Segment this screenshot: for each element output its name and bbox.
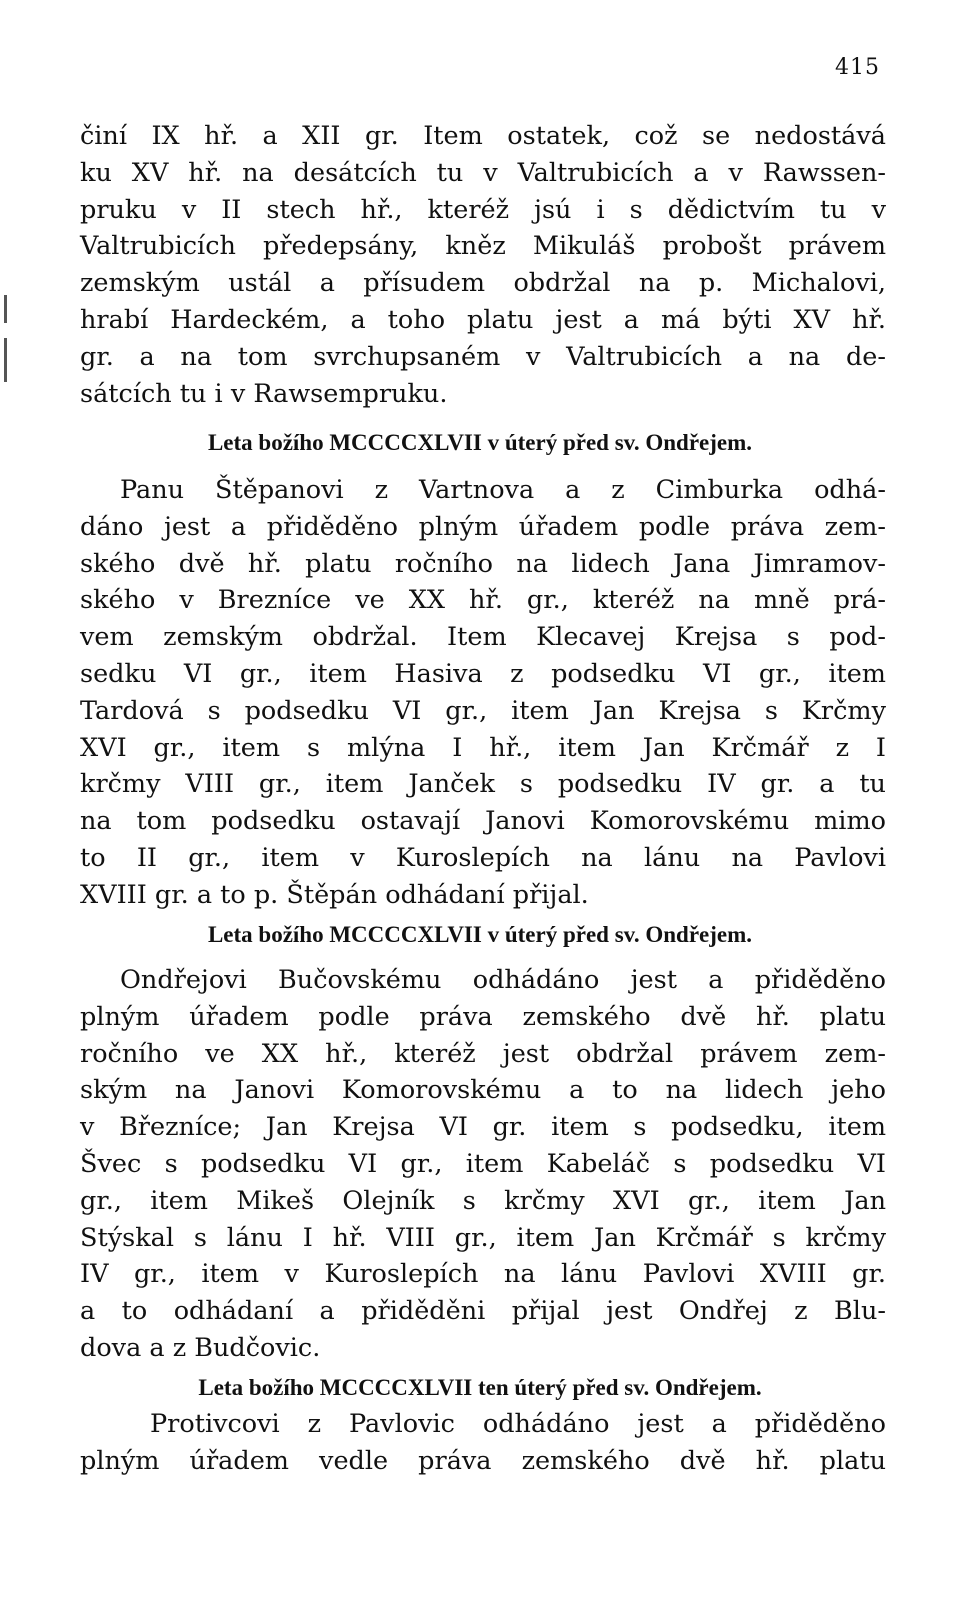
text-line: Tardová s podsedku VI gr., item Jan Krejsa s Krčmy (80, 695, 886, 726)
text-line: gr. a na tom svrchupsaném v Valtrubicích a na de- (80, 341, 886, 372)
entry-paragraph (80, 472, 886, 914)
page-number: 415 (835, 55, 880, 80)
text-line: sátcích tu i v Rawsempruku. (80, 378, 448, 409)
text-line: dáno jest a přiděděno plným úřadem podle práva zem- (80, 511, 886, 542)
text-line: a to odhádaní a přiděděnі přijal jest Ondřej z Blu- (80, 1296, 886, 1327)
text-line: gr., item Mikeš Olejník s krčmy XVI gr., item Jan (80, 1185, 886, 1216)
entry-heading: Leta božího MCCCCXLVII ten úterý před sv. Ondřejem. (198, 1375, 762, 1400)
text-line: ku XV hř. na desátcích tu v Valtrubicích a v Rawssen- (80, 157, 886, 188)
entry-heading: Leta božího MCCCCXLVII v úterý před sv. Ondřejem. (207, 922, 753, 947)
text-line: Panu Štěpanovi z Vartnova a z Cimburka odhá- (120, 475, 886, 505)
text-line: na tom podsedku ostavají Janovi Komorovskému mimo (80, 806, 886, 837)
text-line: ského v Brezníce ve XX hř. gr., kteréž na mně prá- (80, 585, 886, 616)
margin-mark (4, 338, 7, 382)
text-line: plným úřadem podle práva zemského dvě hř. platu (80, 1001, 886, 1032)
text-line: IV gr., item v Kuroslepích na lánu Pavlovi XVIII gr. (80, 1259, 886, 1290)
text-line: Protivcovi z Pavlovic odhádáno jest a přiděděno (150, 1409, 886, 1439)
text-line: činí IX hř. a XII gr. Item ostatek, což se nedostává (80, 121, 886, 151)
text-line: ročního ve XX hř., kteréž jest obdržal právem zem- (80, 1038, 886, 1069)
text-line: to II gr., item v Kuroslepích na lánu na Pavlovi (80, 842, 886, 873)
text-line: ského dvě hř. platu ročního na lidech Jana Jimramov- (80, 548, 886, 579)
entry-paragraph (80, 1406, 886, 1480)
text-line: plným úřadem vedle práva zemského dvě hř. platu (80, 1445, 886, 1476)
text-line: XVI gr., item s mlýna I hř., item Jan Krčmář z I (80, 732, 886, 763)
text-line: sedku VI gr., item Hasiva z podsedku VI gr., item (80, 658, 886, 689)
text-line: dova a z Budčovic. (80, 1332, 321, 1363)
text-line: Valtrubicích předepsány, kněz Mikuláš probošt právem (80, 231, 886, 262)
text-line: Stýskal s lánu I hř. VIII gr., item Jan Krčmář s krčmy (80, 1222, 886, 1253)
text-line: krčmy VIII gr., item Janček s podsedku IV gr. a tu (80, 769, 886, 800)
text-line: zemským ustál a přísudem obdržal na p. Michalovi, (80, 268, 886, 299)
margin-mark (4, 295, 7, 323)
text-line: ským na Janovi Komorovskému a to na lidech jeho (80, 1075, 886, 1106)
text-line: hrabí Hardeckém, a toho platu jest a má býti XV hř. (80, 304, 886, 335)
text-line: Ondřejovi Bučovskému odhádáno jest a přiděděno (120, 965, 886, 995)
text-line: XVIII gr. a to p. Štěpán odhádaní přijal. (80, 879, 589, 910)
text-line: Švec s podsedku VI gr., item Kabeláč s podsedku VI (80, 1148, 886, 1179)
text-line: v Březníce; Jan Krejsa VI gr. item s podsedku, item (80, 1112, 886, 1143)
text-line: pruku v II stech hř., kteréž jsú i s dědictvím tu v (80, 194, 886, 225)
text-line: vem zemským obdržal. Item Klecavej Krejsa s pod- (80, 622, 886, 653)
entry-heading: Leta božího MCCCCXLVII v úterý před sv. Ondřejem. (207, 430, 753, 455)
paragraph-continuation (80, 118, 886, 412)
entry-paragraph (80, 962, 886, 1367)
